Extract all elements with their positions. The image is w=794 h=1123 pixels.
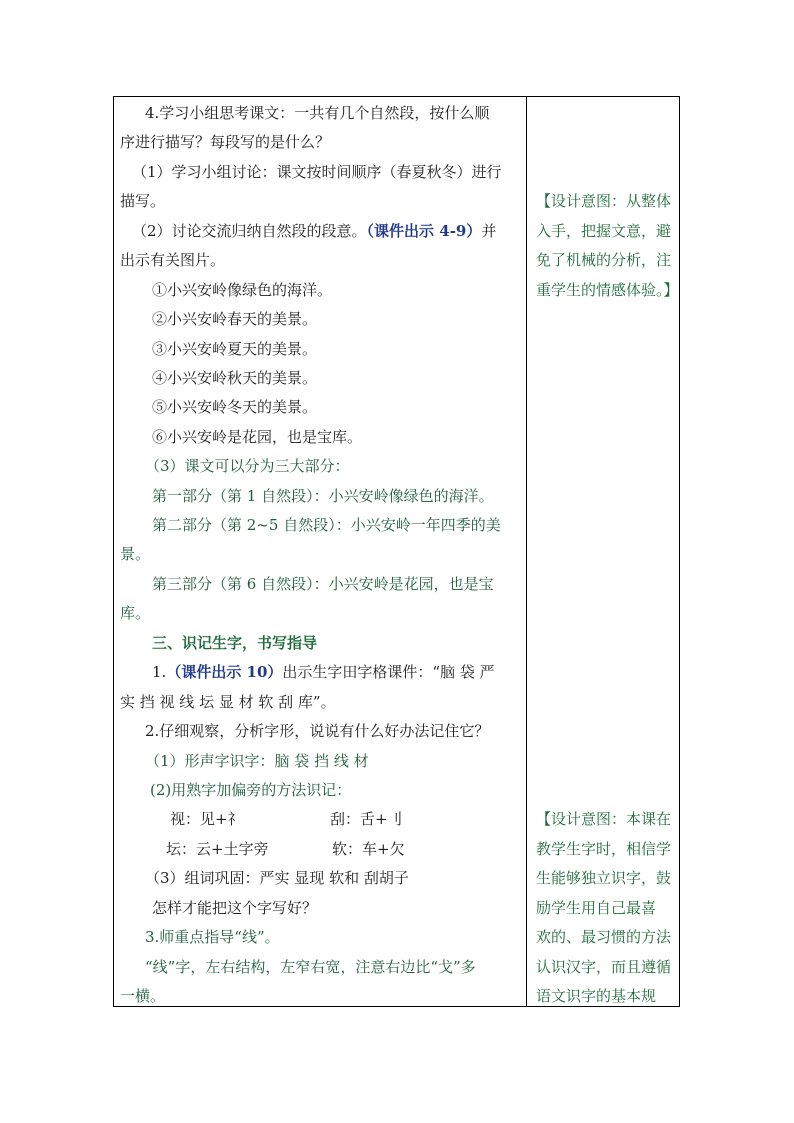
part-3-line2: 库。 xyxy=(120,604,151,622)
step-3: 3.师重点指导“线”。 xyxy=(145,928,280,946)
paragraph-3: ③小兴安岭夏天的美景。 xyxy=(152,340,318,358)
design-note-2-line5: 欢的、最习惯的方法 xyxy=(536,928,672,946)
radical-ruan: 软：车+欠 xyxy=(332,840,405,858)
design-note-2-line3: 生能够独立识字，鼓 xyxy=(536,869,672,887)
paragraph-4: ④小兴安岭秋天的美景。 xyxy=(152,369,318,387)
paragraph-2: ②小兴安岭春天的美景。 xyxy=(152,310,318,328)
step-3-detail-line1: “线”字，左右结构，左窄右宽，注意右边比“戈”多 xyxy=(145,958,476,976)
design-note-1-line4: 重学生的情感体验。】 xyxy=(536,281,679,299)
radical-shi: 视：见+礻 xyxy=(170,810,243,828)
design-note-1-line1: 【设计意图：从整体 xyxy=(536,192,672,210)
step-2-2: (2)用熟字加偏旁的方法识记： xyxy=(150,781,352,799)
step-1-line1 xyxy=(152,662,495,682)
design-note-1-line3: 免了机械的分析，注 xyxy=(536,251,672,269)
step-2-3: （3）组词巩固：严实 显现 软和 刮胡子 xyxy=(145,869,409,887)
discussion-2-line1 xyxy=(132,221,496,241)
part-2-line2: 景。 xyxy=(120,545,151,563)
design-note-2-line7: 语文识字的基本规 xyxy=(536,987,657,1005)
discussion-2-prefix: （2）讨论交流归纳自然段的段意。 xyxy=(132,222,367,240)
design-note-1-line2: 入手，把握文意，避 xyxy=(536,222,672,240)
discussion-3: （3）课文可以分为三大部分： xyxy=(145,457,350,475)
question-4-line2: 序进行描写？每段写的是什么？ xyxy=(120,133,331,151)
step-1-prefix: 1. xyxy=(152,663,167,681)
paragraph-5: ⑤小兴安岭冬天的美景。 xyxy=(152,398,318,416)
part-1: 第一部分（第 1 自然段）：小兴安岭像绿色的海洋。 xyxy=(152,487,494,505)
step-1-line2: 实 挡 视 线 坛 显 材 软 刮 库”。 xyxy=(120,693,336,711)
discussion-1-line1: （1）学习小组讨论：课文按时间顺序（春夏秋冬）进行 xyxy=(132,163,502,181)
step-1-suffix: 出示生字田字格课件：“脑 袋 严 xyxy=(282,663,495,681)
step-2-1: （1）形声字识字：脑 袋 挡 线 材 xyxy=(145,752,369,770)
discussion-2-suffix: 并 xyxy=(481,222,497,240)
radical-tan: 坛：云+土字旁 xyxy=(166,840,269,858)
paragraph-6: ⑥小兴安岭是花园，也是宝库。 xyxy=(152,428,363,446)
paragraph-1: ①小兴安岭像绿色的海洋。 xyxy=(152,281,333,299)
step-2: 2.仔细观察，分析字形，说说有什么好办法记住它？ xyxy=(145,722,490,740)
design-note-2-line1: 【设计意图：本课在 xyxy=(536,810,672,828)
design-note-2-line4: 励学生用自己最喜 xyxy=(536,899,657,917)
question-4-line1: 4.学习小组思考课文：一共有几个自然段，按什么顺 xyxy=(145,104,490,122)
discussion-1-line2: 描写。 xyxy=(120,192,166,210)
part-2-line1: 第二部分（第 2~5 自然段）：小兴安岭一年四季的美 xyxy=(152,516,501,534)
design-note-2-line6: 认识汉字，而且遵循 xyxy=(536,958,672,976)
discussion-2-line2: 出示有关图片。 xyxy=(120,251,226,269)
radical-gua: 刮：舌+刂 xyxy=(330,810,403,828)
part-3-line1: 第三部分（第 6 自然段）：小兴安岭是花园，也是宝 xyxy=(152,575,494,593)
courseware-10: （课件出示 10） xyxy=(166,663,283,681)
section-3-title: 三、识记生字，书写指导 xyxy=(152,634,318,652)
column-divider xyxy=(526,96,527,1007)
courseware-4-9: （课件出示 4-9） xyxy=(366,222,482,240)
step-3-detail-line2: 一横。 xyxy=(120,987,166,1005)
step-2-4: 怎样才能把这个字写好？ xyxy=(152,899,318,917)
design-note-2-line2: 教学生字时，相信学 xyxy=(536,840,672,858)
